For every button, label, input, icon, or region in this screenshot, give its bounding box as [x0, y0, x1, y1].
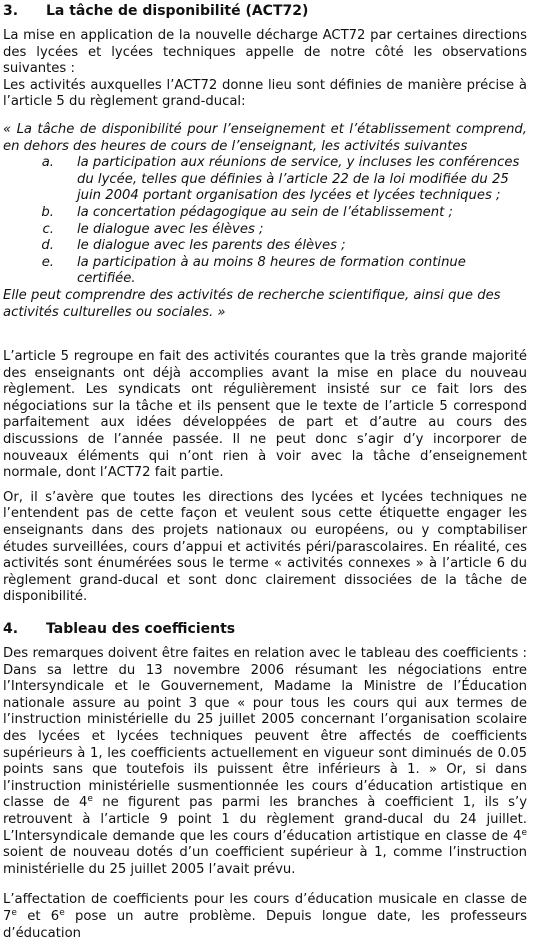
- section-4-heading: [3, 620, 527, 638]
- list-item-text: la participation aux réunions de service, y incluses les conférences du lycée, telles que définies à l’article 22 de la loi modifiée du 25 juin 2004 portant organisation des lycées et lycées techniques ;: [77, 155, 520, 204]
- list-marker: d.: [41, 238, 54, 254]
- intro-paragraph: La mise en application de la nouvelle décharge ACT72 par certaines directions des lycées et lycées techniques appelle de notre côté les observations suivantes :: [3, 28, 527, 77]
- section-number: 3.: [3, 3, 19, 19]
- list-item: [3, 155, 527, 205]
- section-number: 4.: [3, 621, 19, 637]
- list-marker: a.: [41, 155, 54, 171]
- list-item: [3, 222, 527, 239]
- body-paragraph: Des remarques doivent être faites en relation avec le tableau des coefficients : Dans sa lettre du 13 novembre 2006 résumant les négociations entre l’Intersyndicale et le Gouvernement, Madame la Ministre de l’Éducation nationale assure au point 3 que « pour tous les cours qui aux termes de l’instruction ministérielle du 25 juillet 2005 concernant l’organisation scolaire des lycées et lycées techniques peuvent être affectés de coefficients supérieurs à 1, les coefficients actuellement en vigueur sont diminués de 0.05 points sans que toutefois ils puissent être inférieurs à 1. » Or, si dans l’instruction ministérielle susmentionnée les cours d’éducation artistique en classe de 4e ne figurent pas parmi les branches à coefficient 1, ils s’y retrouvent à l’article 9 point 1 du règlement grand-ducal du 24 juillet. L’Intersyndicale demande que les cours d’éducation artistique en classe de 4e soient de nouveau dotés d’un coefficient supérieur à 1, comme l’instruction ministérielle du 25 juillet 2005 l’avait prévu.: [3, 646, 528, 877]
- body-paragraph: L’article 5 regroupe en fait des activités courantes que la très grande majorité des enseignants ont déjà accomplies avant la mise en place du nouveau règlement. Les syndicats ont régulièrement insisté sur ce fait lors des négociations sur la tâche et ils pensent que le texte de l’article 5 correspond parfaitement aux idées développées de part et d’autre au cours des discussions de l’année passée. Il ne peut donc s’agir d’y incorporer de nouveaux éléments qui n’ont rien à voir avec la tâche d’enseignement normale, dont l’ACT72 fait partie.: [3, 349, 527, 481]
- list-item: [3, 255, 527, 288]
- list-item-text: la concertation pédagogique au sein de l’établissement ;: [77, 204, 453, 220]
- quote-tail: Elle peut comprendre des activités de recherche scientifique, ainsi que des activités culturelles ou sociales. »: [3, 287, 501, 320]
- quote-lead: « La tâche de disponibilité pour l’enseignement et l’établissement comprend, en dehors des heures de cours de l’enseignant, les activités suivantes: [3, 121, 527, 154]
- body-paragraph: L’affectation de coefficients pour les cours d’éducation musicale en classe de 7e et 6e pose un autre problème. Depuis longue date, les professeurs d’éducation: [3, 892, 528, 941]
- list-marker: c.: [42, 221, 54, 237]
- section-3-heading: [3, 2, 527, 20]
- section-title: Tableau des coefficients: [46, 621, 236, 637]
- list-item: [3, 238, 527, 255]
- list-item-text: la participation à au moins 8 heures de formation continue certifiée.: [77, 254, 466, 287]
- list-item-text: le dialogue avec les élèves ;: [77, 221, 264, 237]
- list-marker: b.: [41, 204, 54, 220]
- section-title: La tâche de disponibilité (ACT72): [46, 3, 309, 19]
- intro-paragraph-2: Les activités auxquelles l’ACT72 donne lieu sont définies de manière précise à l’article 5 du règlement grand-ducal:: [3, 77, 527, 110]
- list-marker: e.: [41, 254, 54, 270]
- quote-activity-list: [3, 155, 527, 288]
- body-paragraph: Or, il s’avère que toutes les directions des lycées et lycées techniques ne l’entendent pas de cette façon et veulent sous cette étiquette engager les enseignants dans des projets nationaux ou européens, ou y comptabiliser études surveillées, cours d’appui et activités péri/parascolaires. En réalité, ces activités sont énumérées sous le terme « activités connexes » à l’article 6 du règlement grand-ducal et sont donc clairement dissociées de la tâche de disponibilité.: [3, 489, 527, 605]
- list-item: [3, 205, 527, 222]
- regulation-quote: [3, 122, 527, 321]
- list-item-text: le dialogue avec les parents des élèves ;: [77, 238, 346, 254]
- document-page: [3, 2, 527, 942]
